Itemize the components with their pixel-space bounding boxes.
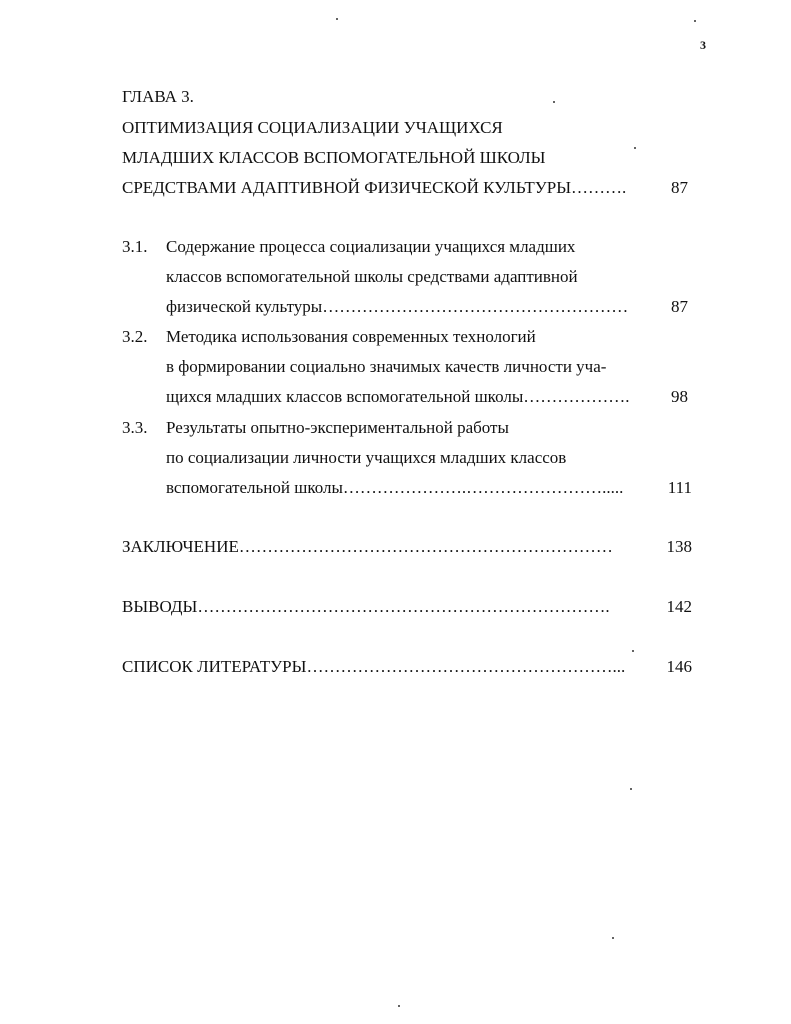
section-title-line-3 [166,297,628,317]
section-title-line-2: по социализации личности учащихся младших классов [166,448,567,467]
findings-page: 142 [666,597,692,616]
chapter-title-line-1: ОПТИМИЗАЦИЯ СОЦИАЛИЗАЦИИ УЧАЩИХСЯ [122,118,503,137]
scan-speck [694,20,696,22]
scan-speck [612,937,614,939]
section-title-line-3-text: вспомогательной школы [166,478,343,497]
section-title-line-3 [166,478,623,498]
conclusion-page: 138 [666,537,692,556]
scan-speck [634,147,636,149]
section-title-line-2: классов вспомогательной школы средствами адаптивной [166,267,578,286]
section-page: 111 [667,478,692,497]
section-dots: ……………………………………………… [322,297,629,316]
section-title-line-1: Содержание процесса социализации учащихся младших [166,237,576,256]
scan-speck [632,650,634,652]
references-label: СПИСОК ЛИТЕРАТУРЫ [122,657,307,676]
section-title-line-1: Результаты опытно-экспериментальной работы [166,418,509,437]
conclusion-entry [122,537,613,557]
scan-speck [398,1005,400,1007]
references-page: 146 [666,657,692,676]
section-title-line-3-text: физической культуры [166,297,323,316]
chapter-title-line-3-text: СРЕДСТВАМИ АДАПТИВНОЙ ФИЗИЧЕСКОЙ КУЛЬТУРЫ [122,178,572,197]
chapter-page: 87 [671,178,688,197]
section-number: 3.2. [122,327,148,346]
references-dots: ………………………………………………... [306,657,626,676]
scan-speck [553,101,555,103]
section-dots: ………………. [523,387,630,406]
section-title-line-1: Методика использования современных технологий [166,327,536,346]
scan-speck [336,18,338,20]
chapter-dots: ………. [571,178,627,197]
section-number: 3.1. [122,237,148,256]
section-number: 3.3. [122,418,148,437]
section-page: 87 [671,297,688,316]
section-title-line-3-text: щихся младших классов вспомогательной школы [166,387,524,406]
page-number: 3 [700,38,706,52]
findings-dots: ………………………………………………………………. [197,597,610,616]
conclusion-dots: ………………………………………………………… [238,537,613,556]
chapter-label: ГЛАВА 3. [122,87,194,106]
references-entry [122,657,625,677]
scan-speck [630,788,632,790]
findings-entry [122,597,610,617]
section-title-line-2: в формировании социально значимых качеств личности уча- [166,357,607,376]
section-title-line-3 [166,387,630,407]
conclusion-label: ЗАКЛЮЧЕНИЕ [122,537,239,556]
chapter-title-line-3 [122,178,626,198]
chapter-title-line-2: МЛАДШИХ КЛАССОВ ВСПОМОГАТЕЛЬНОЙ ШКОЛЫ [122,148,546,167]
findings-label: ВЫВОДЫ [122,597,198,616]
section-page: 98 [671,387,688,406]
section-dots: ………………….……………………..... [342,478,624,497]
